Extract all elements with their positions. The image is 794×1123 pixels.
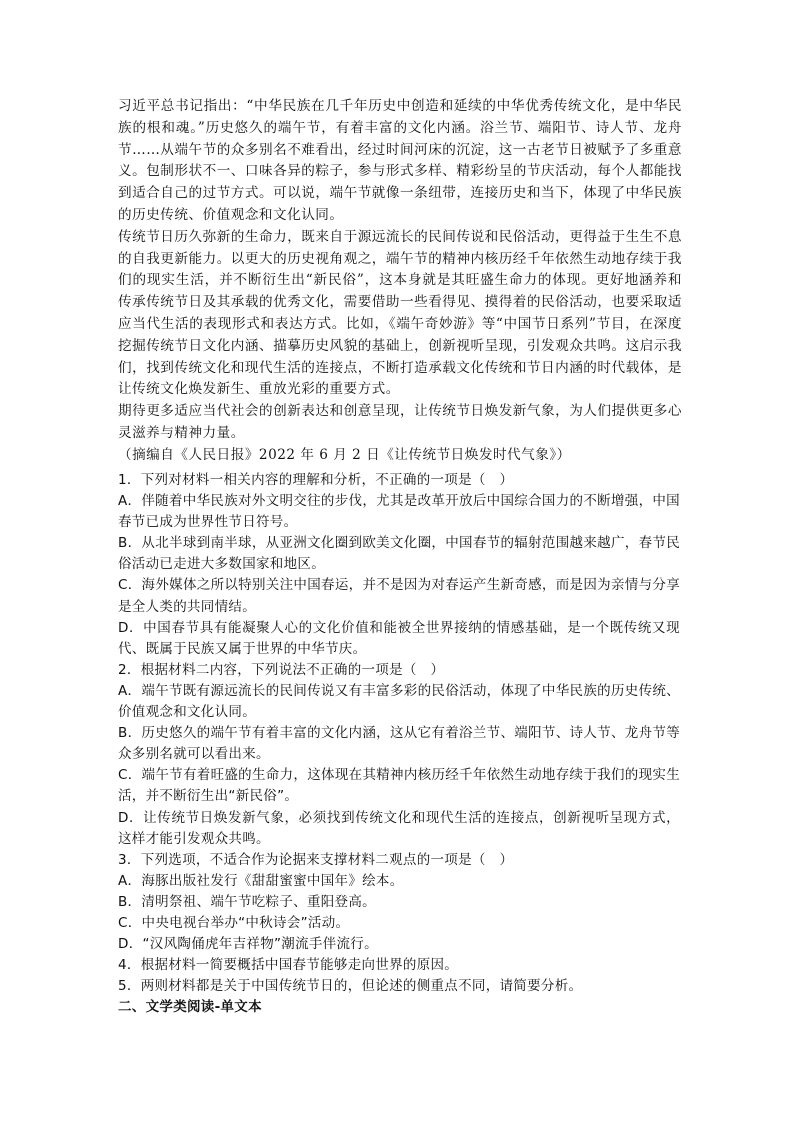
question-4-stem: 4．根据材料一简要概括中国春节能够走向世界的原因。 xyxy=(118,957,459,974)
question-2-stem: 2．根据材料二内容，下列说法不正确的一项是（ ） xyxy=(118,661,445,678)
question-3-option-c: C．中央电视台举办“中秋诗会”活动。 xyxy=(118,914,350,931)
question-2-option-d: D．让传统节日焕发新气象，必须找到传统文化和现代生活的连接点，创新视听呈现方式，这样才能引发观众共鸣。 xyxy=(118,809,680,847)
question-1-option-c: C．海外媒体之所以特别关注中国春运，并不是因为对春运产生新奇感，而是因为亲情与分享是全人类的共同情结。 xyxy=(118,577,680,615)
question-2-option-b: B．历史悠久的端午节有着丰富的文化内涵，这从它有着浴兰节、端阳节、诗人节、龙舟节等众多别名就可以看出来。 xyxy=(118,725,680,763)
question-2-option-c: C．端午节有着旺盛的生命力，这体现在其精神内核历经千年依然生动地存续于我们的现实生活，并不断衍生出“新民俗”。 xyxy=(118,767,680,805)
question-1-stem: 1．下列对材料一相关内容的理解和分析，不正确的一项是（ ） xyxy=(118,472,514,488)
question-3-option-d: D．“汉风陶俑虎年吉祥物”潮流手伴流行。 xyxy=(118,936,378,953)
question-3-option-a: A．海豚出版社发行《甜甜蜜蜜中国年》绘本。 xyxy=(118,872,404,889)
passage-paragraph-1: 习近平总书记指出：“中华民族在几千年历史中创造和延续的中华优秀传统文化，是中华民族的根和魂。”历史悠久的端午节，有着丰富的文化内涵。浴兰节、端阳节、诗人节、龙舟节……从端午节的众多别名不难看出，经过时间河床的沉淀，这一古老节日被赋予了多重意义。包制形状不一、口味各异的粽子，参与形式多样、精彩纷呈的节庆活动，每个人都能找到适合自己的过节方式。可以说，端午节就像一条纽带，连接历史和当下，体现了中华民族的历史传统、价值观念和文化认同。 xyxy=(118,98,682,223)
section-heading: 二、文学类阅读-单文本 xyxy=(118,999,262,1016)
question-1-option-b: B．从北半球到南半球，从亚洲文化圈到欧美文化圈，中国春节的辐射范围越来越广，春节民俗活动已走进大多数国家和地区。 xyxy=(118,535,680,573)
question-3-option-b: B．清明祭祖、端午节吃粽子、重阳登高。 xyxy=(118,893,376,910)
question-2-option-a: A．端午节既有源远流长的民间传说又有丰富多彩的民俗活动，体现了中华民族的历史传统、价值观念和文化认同。 xyxy=(118,682,680,721)
question-3-stem: 3．下列选项，不适合作为论据来支撑材料二观点的一项是（ ） xyxy=(118,851,514,868)
passage-paragraph-3: 期待更多适应当代社会的创新表达和创意呈现，让传统节日焕发新气象，为人们提供更多心灵滋养与精神力量。 xyxy=(118,403,682,441)
question-list xyxy=(118,470,680,1018)
question-1-option-d: D．中国春节具有能凝聚人心的文化价值和能被全世界接纳的情感基础，是一个既传统又现代、既属于民族又属于世界的中华节庆。 xyxy=(118,619,680,657)
question-1-option-a: A．伴随着中华民族对外文明交往的步伐，尤其是改革开放后中国综合国力的不断增强，中国春节已成为世界性节日符号。 xyxy=(118,493,680,531)
passage-source-citation: （摘编自《人民日报》2022 年 6 月 2 日《让传统节日焕发时代气象》） xyxy=(118,446,571,463)
question-5-stem: 5．两则材料都是关于中国传统节日的，但论述的侧重点不同，请简要分析。 xyxy=(118,978,583,995)
reading-passage xyxy=(118,96,682,467)
passage-paragraph-2: 传统节日历久弥新的生命力，既来自于源远流长的民间传说和民俗活动，更得益于生生不息的自我更新能力。以更大的历史视角观之，端午节的精神内核历经千年依然生动地存续于我们的现实生活，并不断衍生出“新民俗”，这本身就是其旺盛生命力的体现。更好地涵养和传承传统节日及其承载的优秀文化，需要借助一些看得见、摸得着的民俗活动，也要采取适应当代生活的表现形式和表达方式。比如，《端午奇妙游》等“中国节日系列”节目，在深度挖掘传统节日文化内涵、描摹历史风貌的基础上，创新视听呈现，引发观众共鸣。这启示我们，找到传统文化和现代生活的连接点，不断打造承载文化传统和节日内涵的时代载体，是让传统文化焕发新生、重放光彩的重要方式。 xyxy=(118,228,682,398)
